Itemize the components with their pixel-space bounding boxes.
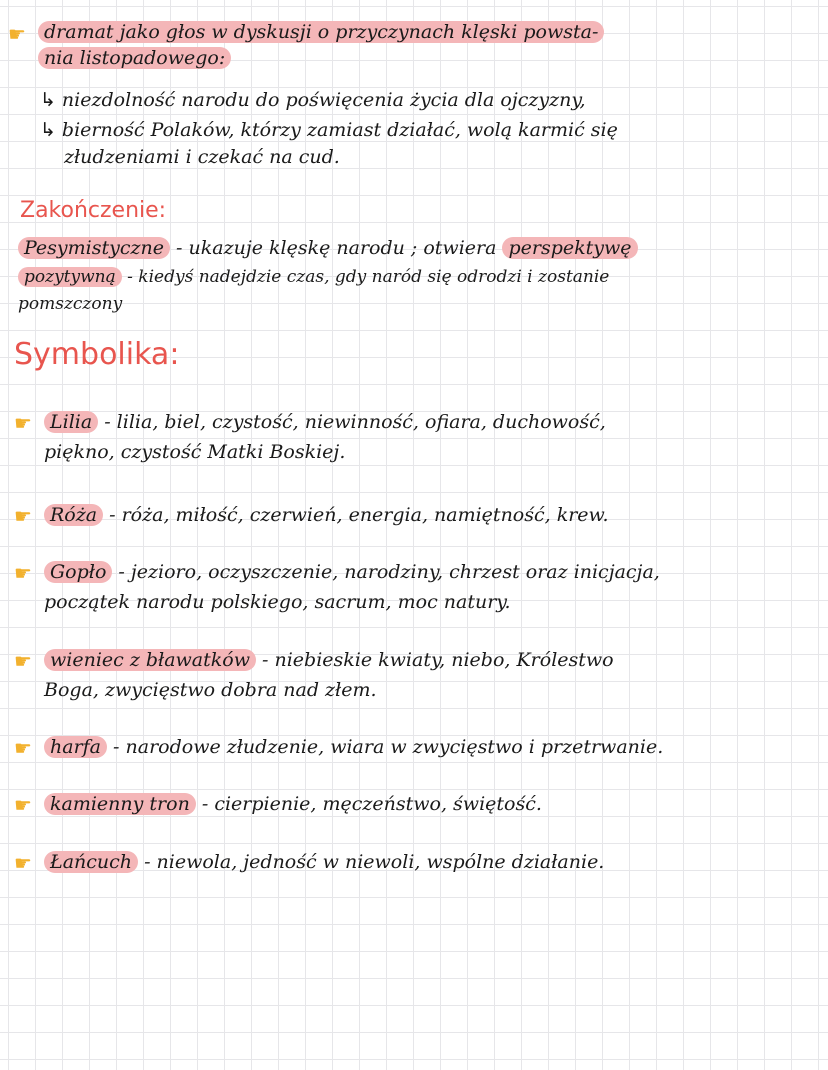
symbol-term: Róża [44, 504, 103, 526]
intro-highlight-1: dramat jako głos w dyskusji o przyczynach klęski powsta- [38, 21, 604, 43]
pointing-hand-icon: ☛ [14, 504, 32, 528]
symbol-term: harfa [44, 736, 107, 758]
ending-highlight-pessimistic: Pesymistyczne [18, 237, 170, 259]
pointing-hand-icon: ☛ [14, 851, 32, 875]
intro-point-1: ↳ niezdolność narodu do poświęcenia życia dla ojczyzny, [40, 89, 586, 111]
symbol-term: Łańcuch [44, 851, 138, 873]
ending-line-2: pozytywną - kiedyś nadejdzie czas, gdy naród się odrodzi i zostanie [18, 265, 609, 289]
symbolism-heading: Symbolika: [14, 337, 180, 372]
pointing-hand-icon: ☛ [8, 22, 26, 46]
pointing-hand-icon: ☛ [14, 649, 32, 673]
intro-highlight-2: nia listopadowego: [38, 47, 231, 69]
symbol-term: Lilia [44, 411, 98, 433]
intro-continuation: złudzeniami i czekać na cud. [64, 146, 340, 168]
pointing-hand-icon: ☛ [14, 793, 32, 817]
intro-point-2: ↳ bierność Polaków, którzy zamiast działać, wolą karmić się [40, 119, 618, 141]
symbol-term: wieniec z bławatków [44, 649, 256, 671]
ending-line-3: pomszczony [18, 294, 123, 314]
pointing-hand-icon: ☛ [14, 561, 32, 585]
intro-line-2 [38, 46, 231, 70]
intro-line-1 [38, 20, 604, 44]
symbol-term: Gopło [44, 561, 112, 583]
pointing-hand-icon: ☛ [14, 736, 32, 760]
ending-highlight-positive: pozytywną [18, 267, 122, 287]
return-arrow-icon: ↳ [40, 89, 56, 111]
ending-line-1: Pesymistyczne - ukazuje klęskę narodu ; otwiera perspektywę [18, 236, 638, 260]
note-page: ☛ dramat jako głos w dyskusji o przyczynach klęski powsta- nia listopadowego: ↳ niezdolność narodu do poświęcenia życia dla ojczyzny, ↳ bierność Polaków, którzy zamiast działać, wolą karmić się złudzeniami i czekać na cud. Zakończenie: Pesymistyczne - ukazuje klęskę narodu ; otwiera perspektywę pozytywną - kiedyś nadejdzie czas, gdy naród się odrodzi i zostanie pomszczony Symbolika: ☛ Lilia - lilia, biel, czystość, niewinność, ofiara, duchowość, piękno, czystość Matki Boskiej. ☛ Róża - róża, miłość, czerwień, energia, namiętność, krew. ☛ Gopło - jezioro, oczyszczenie, narodziny, chrzest oraz inicjacja, początek narodu polskiego, sacrum, moc natury. ☛ wieniec z bławatków - niebieskie kwiaty, niebo, Królestwo Boga, zwycięstwo dobra nad złem. ☛ harfa - narodowe złudzenie, wiara w zwycięstwo i przetrwanie. ☛ kamienny tron - cierpienie, męczeństwo, świętość. ☛ Łańcuch - niewola, jedność w niewoli, wspólne działanie. [8, 21, 664, 875]
return-arrow-icon: ↳ [40, 119, 56, 141]
ending-heading: Zakończenie: [20, 198, 167, 223]
ending-highlight-perspective: perspektywę [502, 237, 637, 259]
pointing-hand-icon: ☛ [14, 411, 32, 435]
symbol-term: kamienny tron [44, 793, 196, 815]
